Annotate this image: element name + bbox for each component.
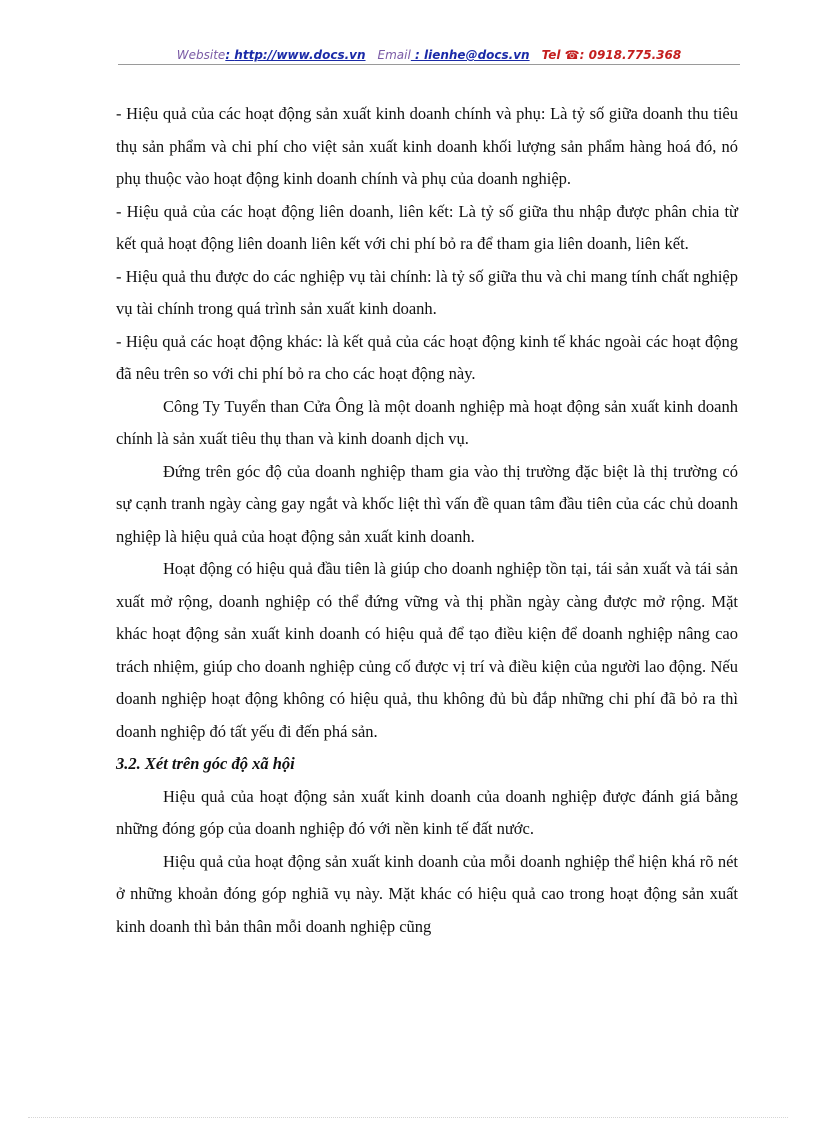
paragraph-market-perspective: Đứng trên góc độ của doanh nghiệp tham gia vào thị trường đặc biệt là thị trường có sự cạnh tranh ngày càng gay ngắt và khốc liệt thì vấn đề quan tâm đầu tiên của các chủ doanh nghiệp là hiệu quả của hoạt động sản xuất kinh doanh. — [116, 461, 738, 546]
paragraph-main-activities: - Hiệu quả của các hoạt động sản xuất kinh doanh chính và phụ: Là tỷ số giữa doanh thu tiêu thụ sản phẩm và chi phí cho việt sản xuất kinh doanh khối lượng sản phẩm hàng hoá đó, nó phụ thuộc vào hoạt động kinh doanh chính và phụ của doanh nghiệp. — [116, 104, 738, 188]
paragraph-social-contribution: Hiệu quả của hoạt động sản xuất kinh doanh của doanh nghiệp được đánh giá bằng những đóng góp của doanh nghiệp đó với nền kinh tế đất nước. — [116, 786, 738, 838]
document-body — [116, 98, 738, 943]
page-header — [118, 47, 740, 63]
website-link[interactable]: http://www.docs.vn — [234, 48, 366, 62]
section-heading: 3.2. Xét trên góc độ xã hội — [116, 754, 295, 773]
email-separator: : — [410, 48, 424, 62]
paragraph-other-activities: - Hiệu quả các hoạt động khác: là kết quả của các hoạt động kinh tế khác ngoài các hoạt động đã nêu trên so với chi phí bỏ ra cho các hoạt động này. — [116, 331, 738, 383]
header-divider — [118, 64, 740, 65]
paragraph-effective-operation: Hoạt động có hiệu quả đầu tiên là giúp cho doanh nghiệp tồn tại, tái sản xuất và tái sản xuất mở rộng, doanh nghiệp có thể đứng vững và thị phần ngày càng được mở rộng. Mặt khác hoạt động sản xuất kinh doanh có hiệu quả để tạo điều kiện để doanh nghiệp nâng cao trách nhiệm, giúp cho doanh nghiệp củng cố được vị trí và điều kiện của người lao động. Nếu doanh nghiệp hoạt động không có hiệu quả, thu không đủ bù đắp những chi phí đã bỏ ra thì doanh nghiệp đó tất yếu đi đến phá sản. — [116, 559, 738, 741]
website-separator: : — [225, 48, 235, 62]
paragraph-joint-ventures: - Hiệu quả của các hoạt động liên doanh, liên kết: Là tỷ số giữa thu nhập được phân chia từ kết quả hoạt động liên doanh liên kết với chi phí bỏ ra để tham gia liên doanh, liên kết. — [116, 201, 738, 253]
paragraph-company-intro: Công Ty Tuyển than Cửa Ông là một doanh nghiệp mà hoạt động sản xuất kinh doanh chính là sản xuất tiêu thụ than và kinh doanh dịch vụ. — [116, 396, 738, 448]
paragraph-obligations: Hiệu quả của hoạt động sản xuất kinh doanh của mỗi doanh nghiệp thể hiện khá rõ nét ở những khoản đóng góp nghiã vụ này. Mặt khác có hiệu quả cao trong hoạt động sản xuất kinh doanh thì bản thân mỗi doanh nghiệp cũng — [116, 851, 738, 936]
paragraph-financial-operations: - Hiệu quả thu được do các nghiệp vụ tài chính: là tỷ số giữa thu và chi mang tính chất nghiệp vụ tài chính trong quá trình sản xuất kinh doanh. — [116, 266, 738, 318]
phone-label: Tel ☎: — [541, 48, 589, 62]
email-link[interactable]: lienhe@docs.vn — [423, 48, 530, 62]
email-label: Email — [377, 48, 411, 62]
website-label: Website — [176, 48, 226, 62]
phone-number: 0918.775.368 — [588, 48, 682, 62]
page-bottom-border — [28, 1117, 788, 1118]
